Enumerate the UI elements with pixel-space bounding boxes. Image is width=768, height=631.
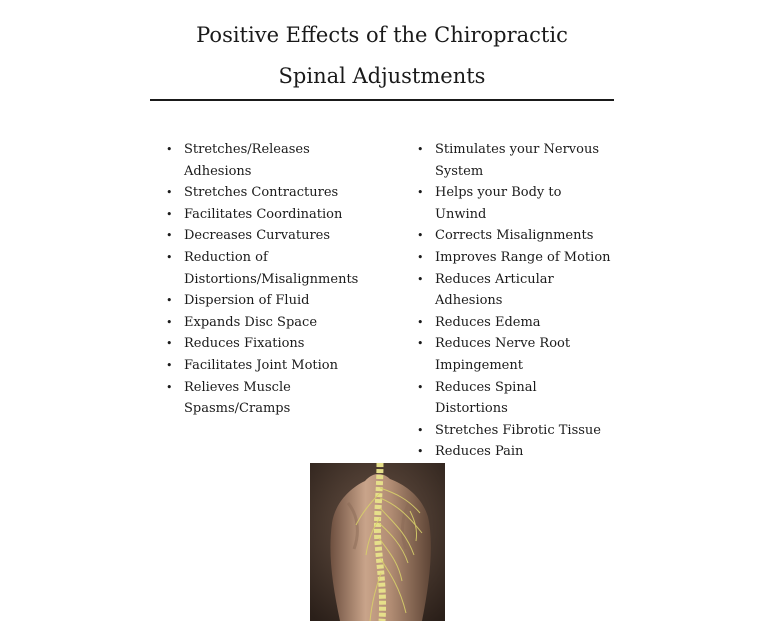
left-benefit-item-label: Relieves Muscle Spasms/Cramps bbox=[184, 379, 291, 417]
bullet-icon: • bbox=[166, 143, 173, 156]
left-benefit-item-label: Reduction of Distortions/Misalignments bbox=[184, 249, 359, 287]
title-divider bbox=[150, 99, 614, 101]
left-benefit-item bbox=[165, 355, 385, 377]
right-benefit-item bbox=[416, 139, 626, 182]
left-benefit-item-label: Facilitates Joint Motion bbox=[184, 357, 338, 373]
bullet-icon: • bbox=[166, 380, 173, 394]
bullet-icon: • bbox=[166, 358, 173, 372]
right-benefit-item-label: Corrects Misalignments bbox=[435, 228, 594, 244]
left-benefits-list bbox=[165, 139, 385, 420]
bullet-icon: • bbox=[166, 186, 173, 200]
left-benefit-item-label: Facilitates Coordination bbox=[184, 206, 343, 222]
bullet-icon: • bbox=[417, 380, 424, 394]
bullet-icon: • bbox=[166, 250, 173, 264]
bullet-icon: • bbox=[166, 229, 173, 243]
right-benefit-item bbox=[416, 333, 626, 376]
bullet-icon: • bbox=[417, 229, 424, 243]
right-benefit-item bbox=[416, 225, 626, 247]
spine-nerve-image bbox=[310, 463, 445, 621]
left-benefit-item-label: Expands Disc Space bbox=[184, 314, 318, 330]
right-benefit-item bbox=[416, 420, 626, 442]
right-benefit-item bbox=[416, 312, 626, 334]
spine-nerve-illustration-icon bbox=[310, 463, 445, 621]
right-benefit-item-label: Stimulates your Nervous System bbox=[435, 142, 600, 179]
left-benefit-item-label: Stretches Contractures bbox=[184, 185, 339, 201]
page-title bbox=[150, 18, 614, 89]
left-benefit-item-label: Decreases Curvatures bbox=[184, 228, 331, 244]
left-benefit-item bbox=[165, 247, 385, 290]
left-benefit-item bbox=[165, 290, 385, 312]
bullet-icon: • bbox=[417, 272, 424, 286]
bullet-icon: • bbox=[166, 207, 173, 221]
right-benefit-item bbox=[416, 377, 626, 420]
bullet-icon: • bbox=[166, 294, 173, 308]
bullet-icon: • bbox=[417, 337, 424, 351]
right-benefit-item bbox=[416, 182, 626, 225]
right-benefits-list bbox=[416, 139, 626, 463]
bullet-icon: • bbox=[417, 315, 424, 329]
right-benefit-item-label: Stretches Fibrotic Tissue bbox=[435, 422, 601, 438]
left-benefit-item-label: Stretches/Releases Adhesions bbox=[184, 142, 310, 179]
bullet-icon: • bbox=[417, 143, 424, 156]
left-benefit-item bbox=[165, 182, 385, 204]
right-benefit-item-label: Reduces Nerve Root Impingement bbox=[435, 336, 571, 373]
bullet-icon: • bbox=[166, 337, 173, 351]
title-line-2: Spinal Adjustments bbox=[278, 64, 486, 88]
left-benefit-item-label: Reduces Fixations bbox=[184, 336, 305, 352]
left-benefit-item bbox=[165, 333, 385, 355]
right-benefit-item bbox=[416, 269, 626, 312]
right-benefit-item bbox=[416, 247, 626, 269]
bullet-icon: • bbox=[417, 445, 424, 459]
right-benefit-item-label: Improves Range of Motion bbox=[435, 249, 611, 265]
bullet-icon: • bbox=[417, 423, 424, 437]
right-benefit-item-label: Reduces Articular Adhesions bbox=[435, 271, 554, 309]
bullet-icon: • bbox=[417, 250, 424, 264]
right-benefit-item bbox=[416, 441, 626, 463]
left-benefit-item bbox=[165, 139, 385, 182]
right-benefit-item-label: Reduces Pain bbox=[435, 444, 524, 460]
left-benefit-item bbox=[165, 312, 385, 334]
left-benefit-item bbox=[165, 204, 385, 226]
left-benefit-item bbox=[165, 225, 385, 247]
left-benefit-item-label: Dispersion of Fluid bbox=[184, 293, 310, 309]
right-benefit-item-label: Reduces Edema bbox=[435, 314, 541, 330]
title-line-1: Positive Effects of the Chiropractic bbox=[196, 23, 568, 47]
bullet-icon: • bbox=[166, 315, 173, 329]
right-benefit-item-label: Reduces Spinal Distortions bbox=[435, 379, 537, 417]
right-benefit-item-label: Helps your Body to Unwind bbox=[435, 185, 562, 222]
left-benefit-item bbox=[165, 377, 385, 420]
bullet-icon: • bbox=[417, 186, 424, 200]
